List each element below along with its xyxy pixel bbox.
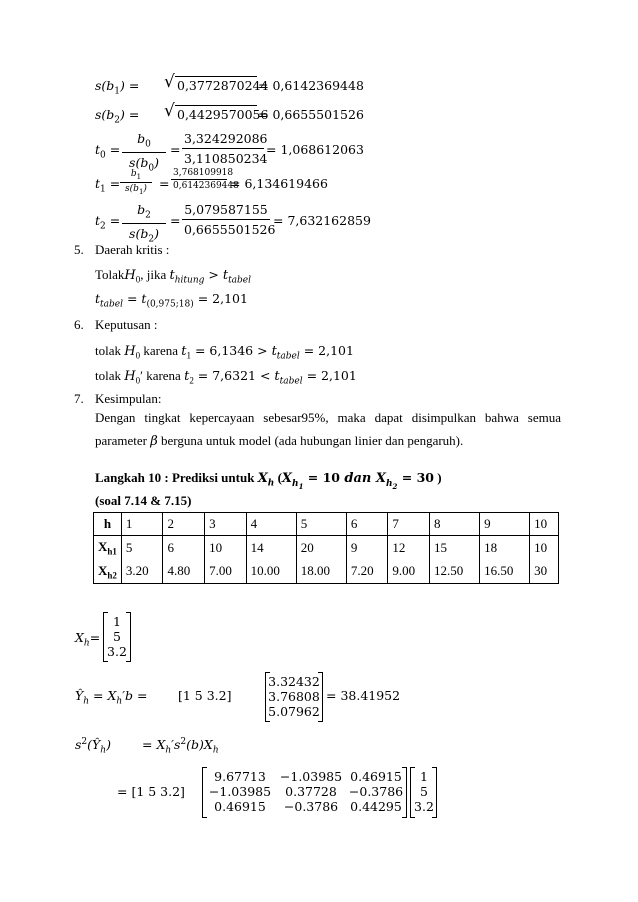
prediction-table <box>93 512 559 584</box>
table-cell: 1 <box>121 513 163 536</box>
yhat-bracket-right <box>318 672 323 722</box>
step6-line1: tolak $H_0$ karena $t_1 = 6,1346 > t_{tabel} = 2,101$ <box>95 343 354 362</box>
xh2-vector: 1 5 3.2 <box>414 769 434 814</box>
step5-line2: $t_{tabel} = t_{(0,975;18)} = 2,101$ <box>95 291 248 310</box>
s2-rhs: = $X_h's^2(b)X_h$ <box>142 737 219 756</box>
table-cell: 9 <box>346 536 388 560</box>
yhat-b-vector: 3.32432 3.76808 5.07962 <box>268 674 320 719</box>
table-cell: 9 <box>480 513 530 536</box>
t1-lhs: $t_1$ = <box>95 176 121 195</box>
sb1-radicand: 0,3772870244 <box>177 78 269 93</box>
table-cell: 18 <box>480 536 530 560</box>
t2-result: = 7,632162859 <box>273 213 371 228</box>
table-cell: 9.00 <box>388 560 430 584</box>
t0-lhs: $t_0$ = <box>95 142 121 161</box>
step6-number: 6. <box>74 317 84 332</box>
yhat-result: = 38.41952 <box>326 688 401 703</box>
step7-number: 7. <box>74 391 84 406</box>
table-cell: 14 <box>246 536 296 560</box>
eq-sb1: $s(b_1)$ = <box>95 78 140 97</box>
eq-sb2: $s(b_2)$ = <box>95 107 140 126</box>
t0-frac-symbolic: $b_0$ $s(b_0)$ <box>122 131 166 173</box>
s2-lhs: $s^2(Ŷ_h)$ <box>75 737 111 756</box>
sqrt-sign-1: √ <box>164 72 175 92</box>
t2-frac-symbolic: $b_2$ $s(b_2)$ <box>122 202 166 244</box>
row-label-xh1: $X_{h1}$ <box>94 536 122 560</box>
table-cell: 7.00 <box>205 560 247 584</box>
t1-result: = 6,134619466 <box>230 176 328 191</box>
yhat-lhs: $Ŷ_h = X_h'b$ = <box>75 688 148 707</box>
xh-bracket-right <box>126 612 131 662</box>
yhat-row: [1 5 3.2] <box>178 688 232 703</box>
row-label-h: h <box>94 513 122 536</box>
table-cell: 18.00 <box>296 560 346 584</box>
t0-eq2: = <box>170 142 181 157</box>
cov-bracket-right <box>402 767 407 818</box>
table-row <box>94 536 559 560</box>
table-cell: 4 <box>246 513 296 536</box>
t2-eq2: = <box>170 213 181 228</box>
table-cell: 5 <box>121 536 163 560</box>
step6-title: Keputusan : <box>95 317 158 332</box>
table-cell: 5 <box>296 513 346 536</box>
table-cell: 10 <box>530 513 559 536</box>
s2-row: = [1 5 3.2] <box>117 784 185 799</box>
table-cell: 12.50 <box>429 560 479 584</box>
table-cell: 3 <box>205 513 247 536</box>
step7-para2: parameter β berguna untuk model (ada hubungan linier dan pengaruh). <box>95 433 464 449</box>
table-cell: 10.00 <box>246 560 296 584</box>
table-cell: 12 <box>388 536 430 560</box>
t1-frac-symbolic: $b_1$ $s(b_1)$ <box>120 169 152 196</box>
table-cell: 7 <box>388 513 430 536</box>
t0-result: = 1,068612063 <box>266 142 364 157</box>
cov-col-3: 0.46915 −0.3786 0.44295 <box>348 769 404 814</box>
langkah-title: Langkah 10 : Prediksi untuk $X_h$ ($X_{h_1} = 10$ dan $X_{h_2} = 30$ ) <box>95 470 442 491</box>
cov-col-1: 9.67713 −1.03985 0.46915 <box>208 769 272 814</box>
sqrt-bar-1 <box>175 76 257 77</box>
step5-number: 5. <box>74 242 84 257</box>
table-cell: 4.80 <box>163 560 205 584</box>
table-cell: 15 <box>429 536 479 560</box>
table-cell: 6 <box>346 513 388 536</box>
row-label-xh2: $X_{h2}$ <box>94 560 122 584</box>
step7-title: Kesimpulan: <box>95 391 162 406</box>
cov-col-2: −1.03985 0.37728 −0.3786 <box>279 769 343 814</box>
t1-frac-numeric: 3,768109918 0,6142369448 <box>173 168 239 191</box>
step5-line1: TolakH$_0$, jika $t_{hitung} > t_{tabel}$ <box>95 267 252 286</box>
table-cell: 10 <box>530 536 559 560</box>
t0-frac-numeric: 3,324292086 3,110850234 <box>184 131 268 166</box>
t1-eq2: = <box>159 176 170 191</box>
sb2-radicand: 0,4429570056 <box>177 107 269 122</box>
table-row <box>94 513 559 536</box>
table-cell: 3.20 <box>121 560 163 584</box>
table-cell: 6 <box>163 536 205 560</box>
t2-lhs: $t_2$ = <box>95 213 121 232</box>
table-cell: 7.20 <box>346 560 388 584</box>
step5-title: Daerah kritis : <box>95 242 170 257</box>
xh2-bracket-right <box>432 767 437 818</box>
step7-para1: Dengan tingkat kepercayaan sebesar95%, maka dapat disimpulkan bahwa semua <box>95 410 561 425</box>
t2-frac-numeric: 5,079587155 0,6655501526 <box>184 202 276 237</box>
xh-lhs: $X_h=$ <box>75 630 101 649</box>
sqrt-bar-2 <box>175 105 257 106</box>
step6-line2: tolak $H_0'$ karena $t_2 = 7,6321 < t_{tabel} = 2,101$ <box>95 368 357 387</box>
table-row <box>94 560 559 584</box>
xh-vector: 1 5 3.2 <box>107 614 127 659</box>
langkah-soal: (soal 7.14 & 7.15) <box>95 493 192 508</box>
table-cell: 20 <box>296 536 346 560</box>
sqrt-sign-2: √ <box>164 101 175 121</box>
sb1-result: = 0,6142369448 <box>258 78 364 93</box>
table-cell: 2 <box>163 513 205 536</box>
table-cell: 16.50 <box>480 560 530 584</box>
table-cell: 30 <box>530 560 559 584</box>
table-cell: 8 <box>429 513 479 536</box>
sb2-result: = 0,6655501526 <box>258 107 364 122</box>
table-cell: 10 <box>205 536 247 560</box>
